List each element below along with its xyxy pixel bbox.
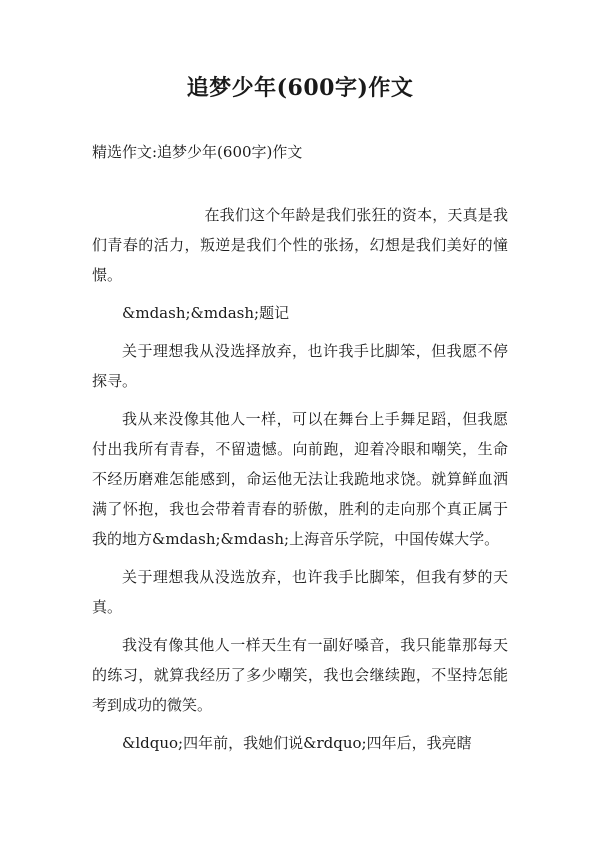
paragraph: 关于理想我从没选放弃，也许我手比脚笨，但我有梦的天真。 <box>92 568 508 616</box>
paragraph-intro: 在我们这个年龄是我们张狂的资本，天真是我们青春的活力，叛逆是我们个性的张扬，幻想是我们美好的憧憬。 <box>92 206 508 284</box>
paragraph: 关于理想我从没选择放弃，也许我手比脚笨，但我愿不停探寻。 <box>92 342 508 390</box>
paragraph-epigraph: &mdash;&mdash;题记 <box>122 304 290 322</box>
paragraph: 我从来没像其他人一样，可以在舞台上手舞足蹈，但我愿付出我所有青春，不留遗憾。向前跑，迎着冷眼和嘲笑，生命不经历磨难怎能感到，命运他无法让我跪地求饶。就算鲜血洒满了怀抱，我也会带着青春的骄傲，胜利的走向那个真正属于我的地方&mdash;&mdash;上海音乐学院，中国传媒大学。 <box>92 410 508 548</box>
paragraph: &ldquo;四年前，我她们说&rdquo;四年后，我亮瞎 <box>122 734 472 752</box>
article-subtitle: 精选作文:追梦少年(600字)作文 <box>92 143 303 161</box>
page-title: 追梦少年(600字)作文 <box>186 75 414 101</box>
article-body <box>92 200 508 766</box>
paragraph: 我没有像其他人一样天生有一副好嗓音，我只能靠那每天的练习，就算我经历了多少嘲笑，我也会继续跑，不坚持怎能考到成功的微笑。 <box>92 636 508 714</box>
